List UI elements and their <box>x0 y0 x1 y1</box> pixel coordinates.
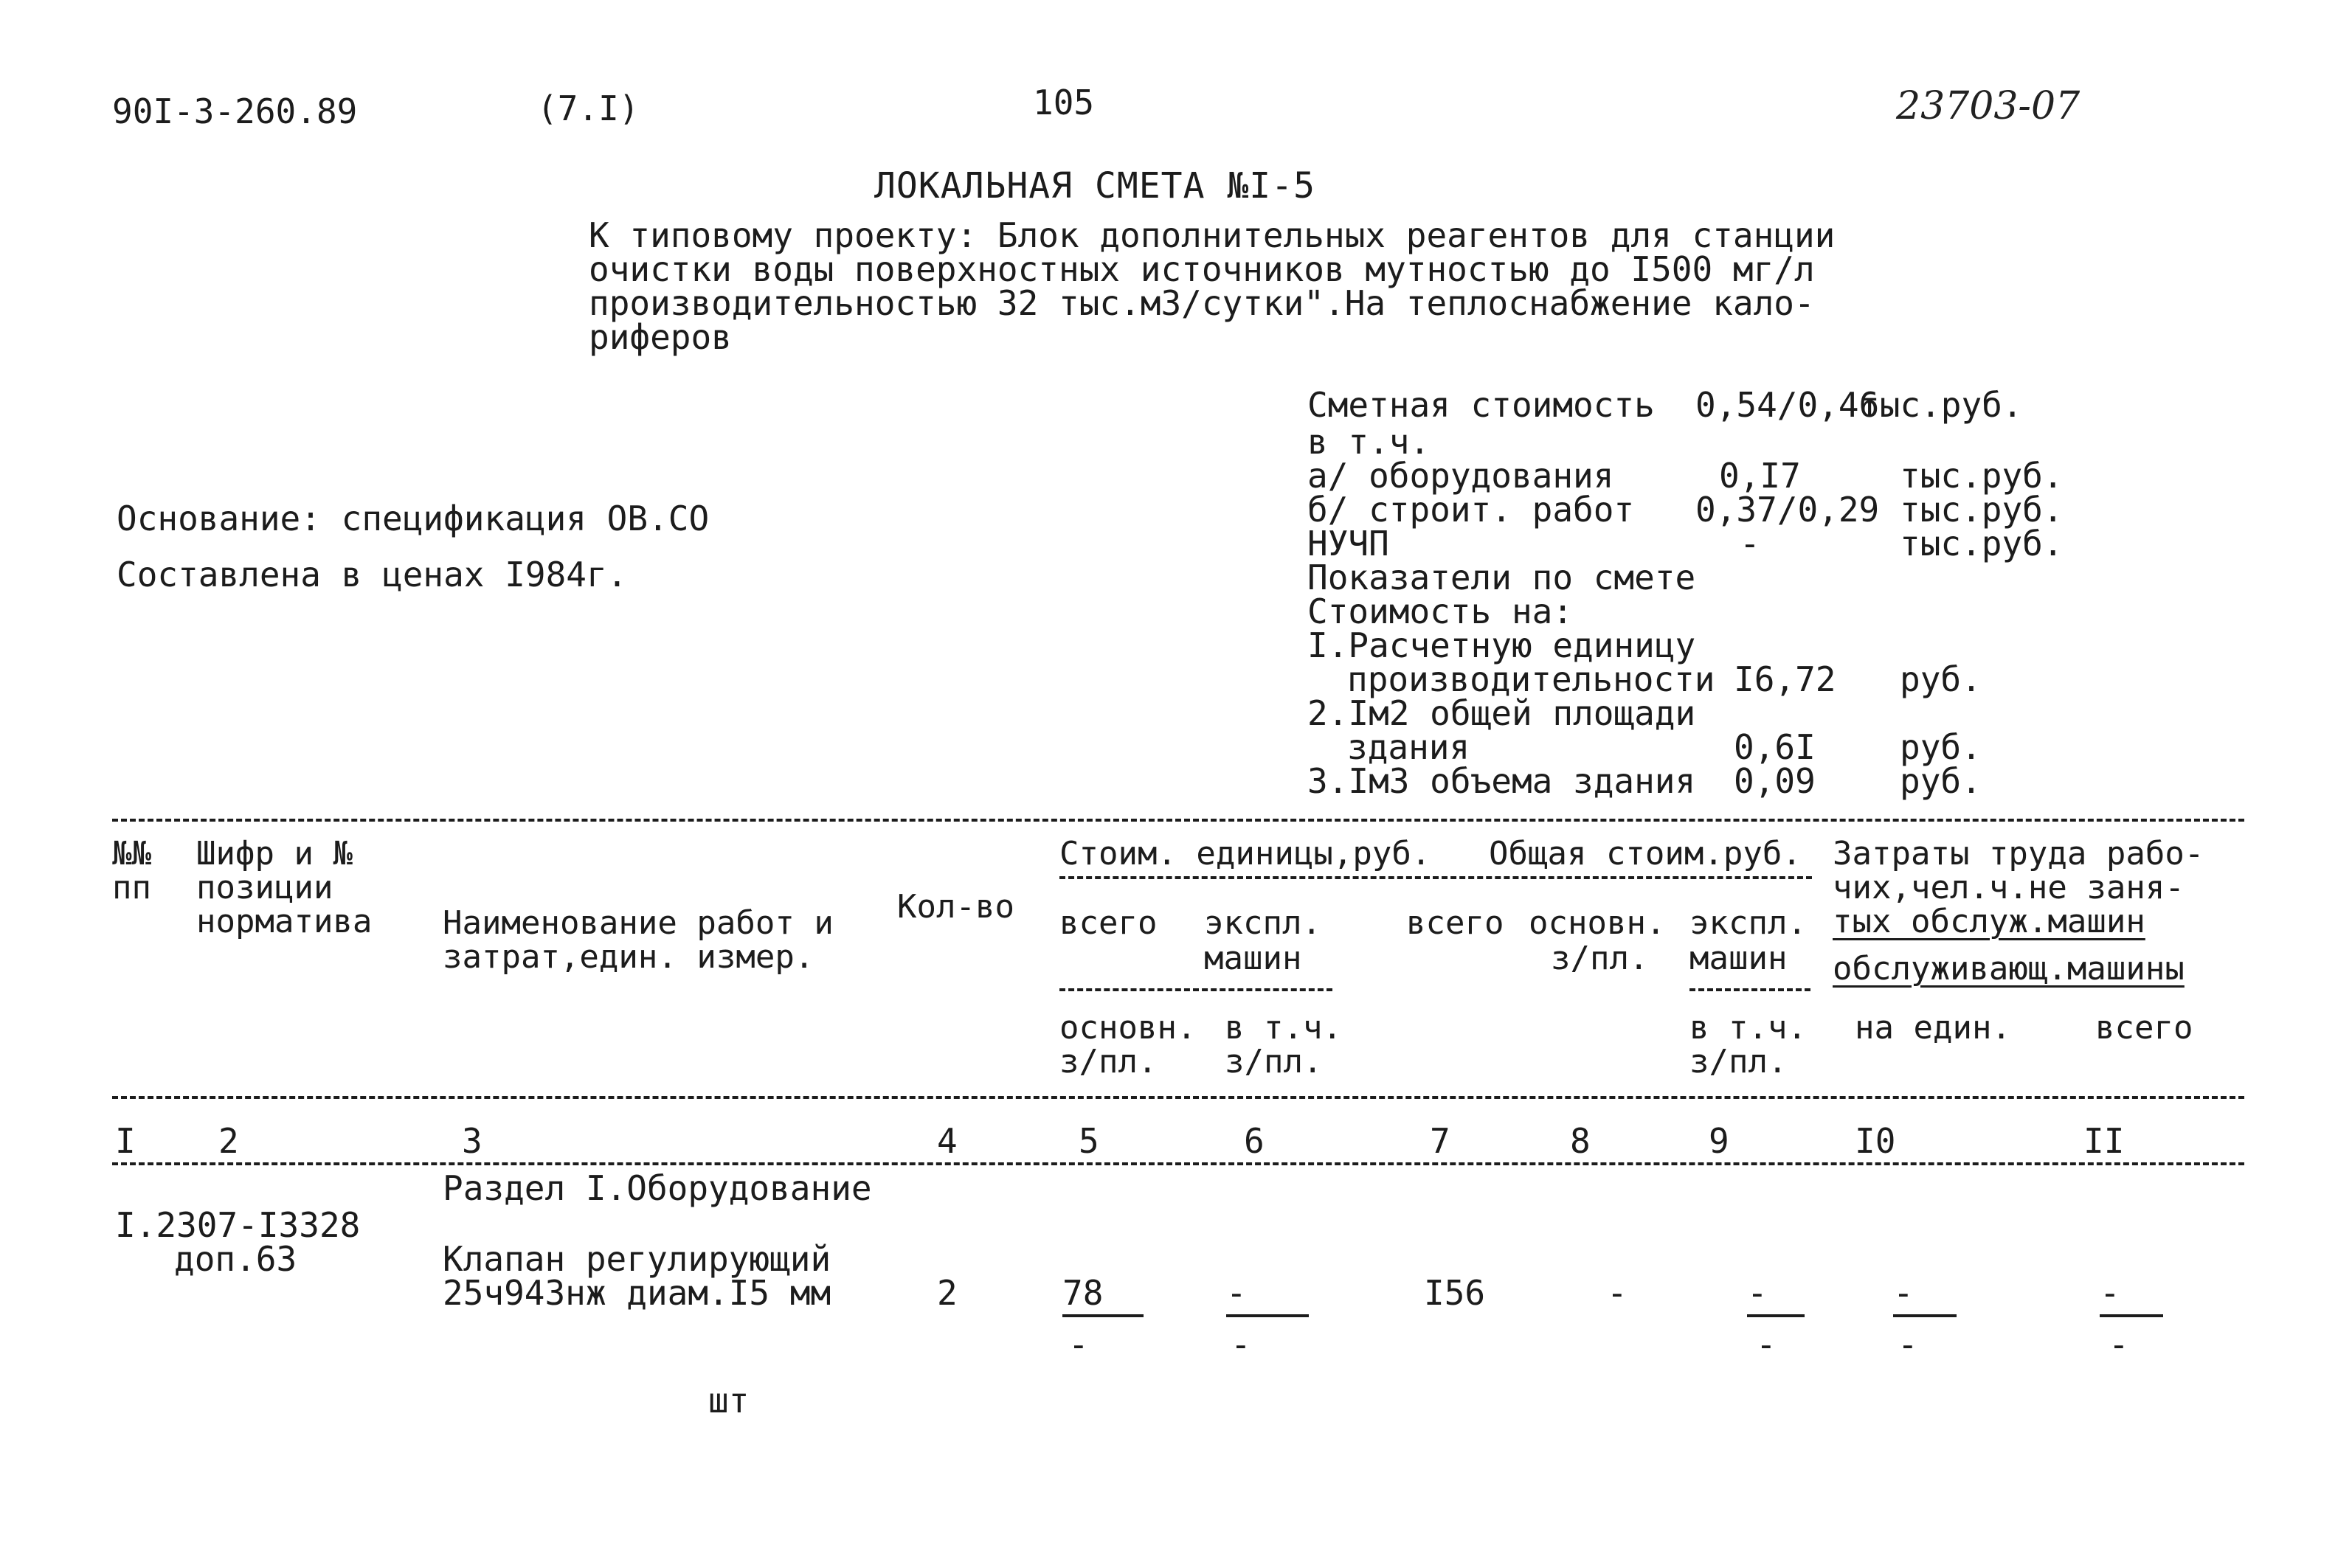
basis-line: Основание: спецификация ОВ.СО <box>117 499 710 538</box>
col-unit-incl-header: в т.ч. <box>1225 1009 1342 1047</box>
nuchp-value: - <box>1740 524 1760 563</box>
row-unit-cost-main-wage: - <box>1068 1325 1089 1364</box>
row-unit-of-measure: шт <box>708 1381 750 1420</box>
labor-header: Затраты труда рабо- <box>1833 835 2204 873</box>
column-number: 9 <box>1709 1121 1729 1161</box>
estimated-cost-unit: тыс.руб. <box>1859 385 2023 425</box>
nuchp-label: НУЧП <box>1307 524 1389 563</box>
row-total-cost-main: - <box>1607 1273 1628 1313</box>
equipment-unit: тыс.руб. <box>1900 456 2064 496</box>
col-total-main-header-2: з/пл. <box>1551 940 1649 977</box>
indicator-1-label: I.Расчетную единицу <box>1307 625 1696 665</box>
column-number: 3 <box>462 1121 482 1161</box>
column-number: I0 <box>1855 1121 1896 1161</box>
section-number: (7.I) <box>537 89 640 128</box>
section-title: Раздел I.Оборудование <box>443 1168 872 1208</box>
column-number: 7 <box>1430 1121 1450 1161</box>
indicator-1-label-cont: производительности <box>1347 659 1715 699</box>
document-code: 90I-3-260.89 <box>112 91 358 131</box>
indicator-2-unit: руб. <box>1900 727 1982 767</box>
project-line: очистки воды поверхностных источников мутностью до I500 мг/л <box>589 249 1815 289</box>
column-numbers-rule <box>112 1162 2244 1165</box>
col-name-header: Наименование работ и <box>443 904 834 942</box>
col-unit-expl-header: экспл. <box>1204 904 1321 942</box>
col-total-incl-header-2: з/пл. <box>1689 1043 1788 1080</box>
row-code-suffix: доп.63 <box>174 1239 297 1279</box>
equipment-label: а/ оборудования <box>1307 456 1614 496</box>
col-unit-main-header: основн. <box>1059 1009 1197 1047</box>
col-qty-header: Кол-во <box>897 888 1014 926</box>
total-cost-header: Общая стоим.руб. <box>1489 835 1802 873</box>
indicator-1-value: I6,72 <box>1734 659 1836 699</box>
indicator-1-unit: руб. <box>1900 659 1982 699</box>
col-total-incl-header: в т.ч. <box>1689 1009 1807 1047</box>
project-line: производительностью 32 тыс.м3/сутки".На теплоснабжение кало- <box>589 283 1815 323</box>
including-label: в т.ч. <box>1307 422 1431 462</box>
column-number: 6 <box>1244 1121 1265 1161</box>
construction-value: 0,37/0,29 <box>1695 490 1880 530</box>
col-unit-incl-header-2: з/пл. <box>1225 1043 1323 1080</box>
column-number: II <box>2083 1121 2125 1161</box>
row-unit-cost-all: 78 <box>1062 1276 1144 1317</box>
row-total-cost-all: I56 <box>1424 1273 1486 1313</box>
table-header-bottom-rule <box>112 1096 2244 1099</box>
labor-header-2: чих,чел.ч.не заня- <box>1833 869 2185 906</box>
row-quantity: 2 <box>937 1273 958 1313</box>
indicator-2-value: 0,6I <box>1734 727 1816 767</box>
cost-on-label: Стоимость на: <box>1307 592 1574 631</box>
labor-header-3: тых обслуж.машин <box>1833 903 2145 940</box>
unit-cost-header: Стоим. единицы,руб. <box>1059 835 1431 873</box>
row-total-cost-expl: - <box>1747 1276 1805 1317</box>
indicator-2-label: 2.Iм2 общей площади <box>1307 693 1696 733</box>
estimated-cost-label: Сметная стоимость <box>1307 385 1655 425</box>
project-line: риферов <box>589 317 732 357</box>
column-number: 8 <box>1570 1121 1591 1161</box>
column-number: I <box>115 1121 136 1161</box>
col-total-main-header: основн. <box>1529 904 1666 942</box>
row-labor-unit-sub: - <box>1898 1325 1918 1364</box>
col-labor-unit-header: на един. <box>1855 1009 2011 1047</box>
indicator-3-unit: руб. <box>1900 761 1982 801</box>
page-number: 105 <box>1033 83 1095 122</box>
col-total-expl-header-2: машин <box>1689 940 1788 977</box>
col-nn-header-2: пп <box>112 869 151 906</box>
construction-unit: тыс.руб. <box>1900 490 2064 530</box>
col-name-header-2: затрат,един. измер. <box>443 938 814 976</box>
row-total-cost-incl-wage: - <box>1756 1325 1777 1364</box>
document-title: ЛОКАЛЬНАЯ СМЕТА №I-5 <box>874 165 1315 207</box>
labor-header-4: обслуживающ.машины <box>1833 950 2185 988</box>
table-top-rule <box>112 819 2244 822</box>
column-number: 2 <box>218 1121 239 1161</box>
indicator-3-label: 3.Iм3 объема здания <box>1307 761 1696 801</box>
row-unit-cost-expl: - <box>1226 1276 1309 1317</box>
col-code-header-3: норматива <box>196 903 373 940</box>
total-cost-sub-rule <box>1689 988 1810 991</box>
col-total-expl-header: экспл. <box>1689 904 1807 942</box>
row-labor-total: - <box>2100 1276 2163 1317</box>
column-number: 5 <box>1079 1121 1099 1161</box>
indicators-label: Показатели по смете <box>1307 558 1696 597</box>
indicator-2-label-cont: здания <box>1347 727 1470 767</box>
row-labor-total-sub: - <box>2109 1325 2129 1364</box>
row-labor-unit: - <box>1893 1276 1957 1317</box>
col-nn-header: №№ <box>112 835 151 873</box>
prices-line: Составлена в ценах I984г. <box>117 555 628 594</box>
col-labor-total-header: всего <box>2095 1009 2193 1047</box>
estimated-cost-value: 0,54/0,46 <box>1695 385 1880 425</box>
equipment-value: 0,I7 <box>1719 456 1801 496</box>
project-line: К типовому проекту: Блок дополнительных реагентов для станции <box>589 215 1836 255</box>
nuchp-unit: тыс.руб. <box>1900 524 2064 563</box>
column-number: 4 <box>937 1121 958 1161</box>
row-name-2: 25ч943нж диам.I5 мм <box>443 1273 831 1313</box>
unit-cost-sub-rule <box>1059 988 1332 991</box>
cost-header-rule <box>1059 876 1812 879</box>
inventory-stamp: 23703-07 <box>1896 84 2081 128</box>
construction-label: б/ строит. работ <box>1307 490 1635 530</box>
col-code-header: Шифр и № <box>196 835 353 873</box>
row-unit-cost-incl-wage: - <box>1231 1325 1251 1364</box>
indicator-3-value: 0,09 <box>1734 761 1816 801</box>
col-code-header-2: позиции <box>196 869 333 906</box>
col-unit-all-header: всего <box>1059 904 1158 942</box>
col-unit-expl-header-2: машин <box>1204 940 1302 977</box>
row-code: I.2307-I3328 <box>115 1205 361 1245</box>
row-name: Клапан регулирующий <box>443 1239 831 1279</box>
col-unit-main-header-2: з/пл. <box>1059 1043 1158 1080</box>
col-total-all-header: всего <box>1406 904 1504 942</box>
